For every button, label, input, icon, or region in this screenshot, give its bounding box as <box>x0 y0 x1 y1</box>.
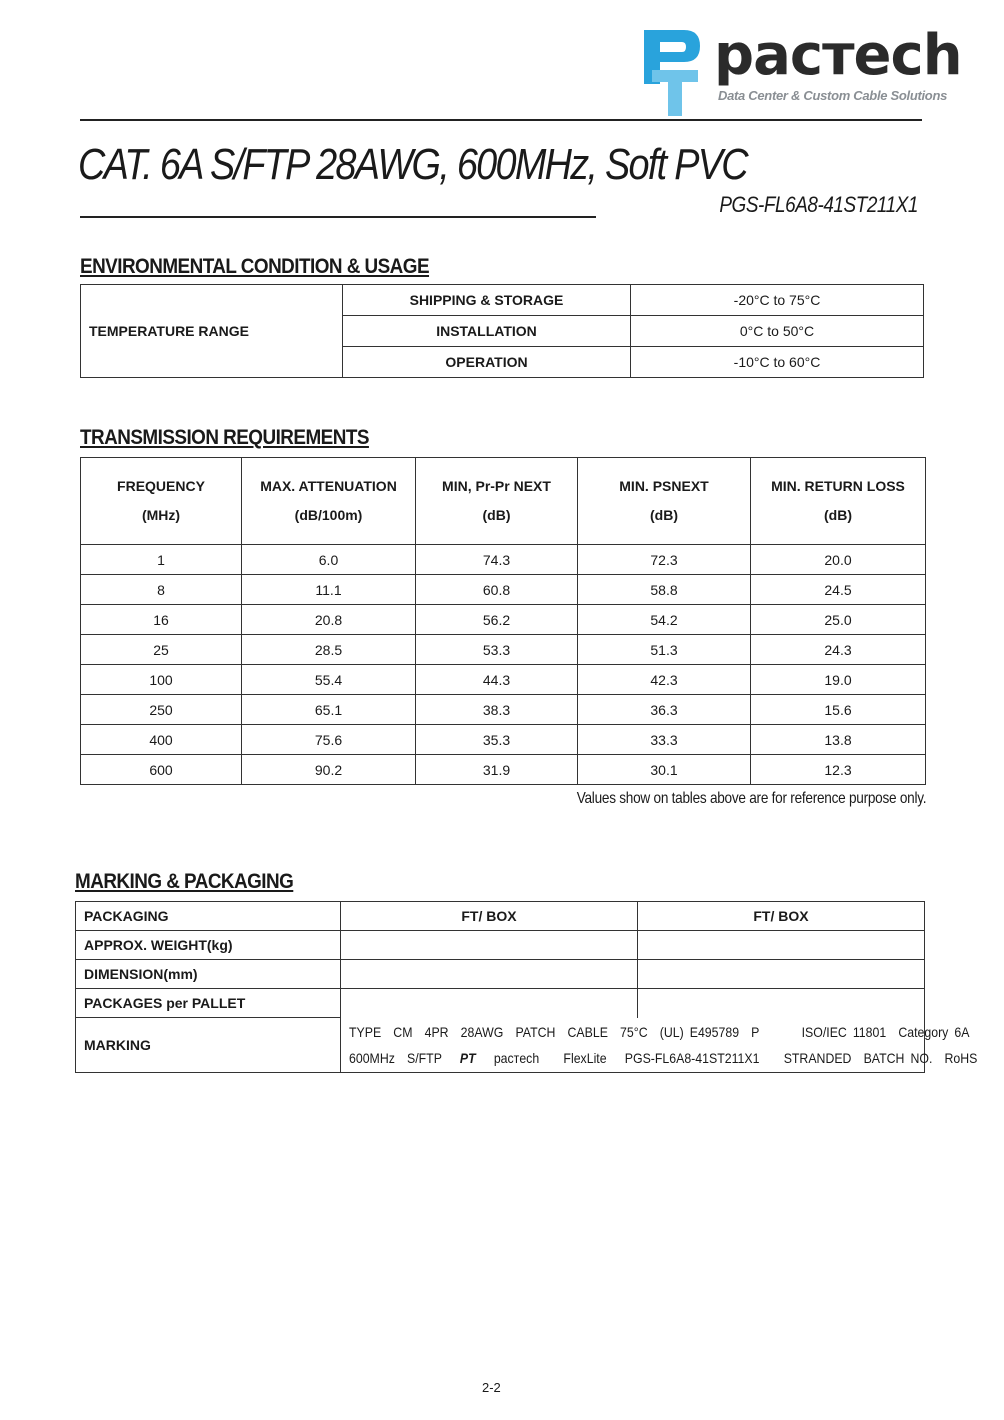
cell-frequency: 250 <box>81 695 242 725</box>
cell-attenuation: 28.5 <box>242 635 416 665</box>
cell-psnext: 33.3 <box>578 725 751 755</box>
cell-next: 60.8 <box>416 575 578 605</box>
pt-mark: PT <box>459 1049 476 1066</box>
cell-return-loss: 24.5 <box>751 575 926 605</box>
cell-attenuation: 65.1 <box>242 695 416 725</box>
dimension-label: DIMENSION(mm) <box>76 960 341 989</box>
packaging-value: FT/ BOX <box>638 902 925 931</box>
logo-tagline: Data Center & Custom Cable Solutions <box>718 88 948 103</box>
part-number: PGS-FL6A8-41ST211X1 <box>719 192 918 217</box>
cell-frequency: 8 <box>81 575 242 605</box>
cell-next: 44.3 <box>416 665 578 695</box>
header-frequency: FREQUENCY (MHz) <box>81 458 242 545</box>
cell-attenuation: 55.4 <box>242 665 416 695</box>
cell-psnext: 36.3 <box>578 695 751 725</box>
env-value: 0°C to 50°C <box>631 316 924 347</box>
header-attenuation: MAX. ATTENUATION (dB/100m) <box>242 458 416 545</box>
cell-frequency: 400 <box>81 725 242 755</box>
logo-brand: pacтech <box>714 23 962 88</box>
table-row <box>76 902 925 931</box>
pallet-value <box>638 989 925 1018</box>
env-condition: SHIPPING & STORAGE <box>343 285 631 316</box>
cell-attenuation: 75.6 <box>242 725 416 755</box>
environmental-table <box>80 284 924 378</box>
page-number: 2-2 <box>482 1380 501 1395</box>
cell-frequency: 1 <box>81 545 242 575</box>
cell-next: 35.3 <box>416 725 578 755</box>
transmission-table <box>80 457 926 785</box>
env-value: -20°C to 75°C <box>631 285 924 316</box>
table-row <box>81 725 926 755</box>
cell-frequency: 25 <box>81 635 242 665</box>
cell-return-loss: 20.0 <box>751 545 926 575</box>
marking-heading: MARKING & PACKAGING <box>75 870 294 893</box>
table-row <box>81 285 924 316</box>
cell-next: 31.9 <box>416 755 578 785</box>
page-title: CAT. 6A S/FTP 28AWG, 600MHz, Soft PVC <box>78 140 747 189</box>
cell-attenuation: 11.1 <box>242 575 416 605</box>
cell-return-loss: 13.8 <box>751 725 926 755</box>
cell-return-loss: 24.3 <box>751 635 926 665</box>
cell-next: 56.2 <box>416 605 578 635</box>
header-psnext: MIN. PSNEXT (dB) <box>578 458 751 545</box>
packaging-label: PACKAGING <box>76 902 341 931</box>
cell-next: 53.3 <box>416 635 578 665</box>
cell-frequency: 600 <box>81 755 242 785</box>
header-return-loss: MIN. RETURN LOSS (dB) <box>751 458 926 545</box>
env-condition: INSTALLATION <box>343 316 631 347</box>
marking-line-2: 600MHz S/FTP PT pacтech FlexLite PGS-FL6A8-41ST211X1 STRANDED BATCH NO. RoHS <box>349 1049 978 1066</box>
cell-return-loss: 12.3 <box>751 755 926 785</box>
cell-return-loss: 25.0 <box>751 605 926 635</box>
cell-attenuation: 90.2 <box>242 755 416 785</box>
table-row <box>81 695 926 725</box>
cell-psnext: 58.8 <box>578 575 751 605</box>
table-row <box>81 755 926 785</box>
table-row <box>76 1018 925 1073</box>
table-row <box>81 665 926 695</box>
title-rule <box>80 216 596 218</box>
transmission-heading: TRANSMISSION REQUIREMENTS <box>80 426 369 449</box>
table-row <box>81 545 926 575</box>
marking-line-1: TYPE CM 4PR 28AWG PATCH CABLE 75°C (UL) E495789 P ISO/IEC 11801 Category 6A <box>349 1023 970 1040</box>
header-rule <box>80 119 922 121</box>
env-condition: OPERATION <box>343 347 631 378</box>
table-row <box>76 960 925 989</box>
cell-next: 74.3 <box>416 545 578 575</box>
cell-psnext: 51.3 <box>578 635 751 665</box>
table-header-row <box>81 458 926 545</box>
cell-frequency: 100 <box>81 665 242 695</box>
cell-next: 38.3 <box>416 695 578 725</box>
pallet-label: PACKAGES per PALLET <box>76 989 341 1018</box>
env-value: -10°C to 60°C <box>631 347 924 378</box>
marking-label: MARKING <box>76 1018 341 1073</box>
table-row <box>81 605 926 635</box>
table-row <box>81 635 926 665</box>
weight-label: APPROX. WEIGHT(kg) <box>76 931 341 960</box>
cell-attenuation: 20.8 <box>242 605 416 635</box>
cell-psnext: 42.3 <box>578 665 751 695</box>
table-row <box>76 931 925 960</box>
cell-frequency: 16 <box>81 605 242 635</box>
environmental-heading: ENVIRONMENTAL CONDITION & USAGE <box>80 255 430 278</box>
cell-psnext: 30.1 <box>578 755 751 785</box>
dimension-value <box>638 960 925 989</box>
pactech-logo <box>638 23 962 118</box>
table-row <box>81 575 926 605</box>
temperature-range-label: TEMPERATURE RANGE <box>81 285 343 378</box>
reference-note: Values show on tables above are for reference purpose only. <box>576 790 926 807</box>
cell-return-loss: 15.6 <box>751 695 926 725</box>
cell-psnext: 72.3 <box>578 545 751 575</box>
dimension-value <box>341 960 638 989</box>
weight-value <box>341 931 638 960</box>
packaging-value: FT/ BOX <box>341 902 638 931</box>
weight-value <box>638 931 925 960</box>
cell-psnext: 54.2 <box>578 605 751 635</box>
table-row <box>76 989 925 1018</box>
cell-attenuation: 6.0 <box>242 545 416 575</box>
pt-logo-icon <box>638 26 704 118</box>
marking-text <box>341 1018 978 1073</box>
pallet-value <box>341 989 638 1018</box>
header-next: MIN, Pr-Pr NEXT (dB) <box>416 458 578 545</box>
cell-return-loss: 19.0 <box>751 665 926 695</box>
marking-table <box>75 901 978 1073</box>
